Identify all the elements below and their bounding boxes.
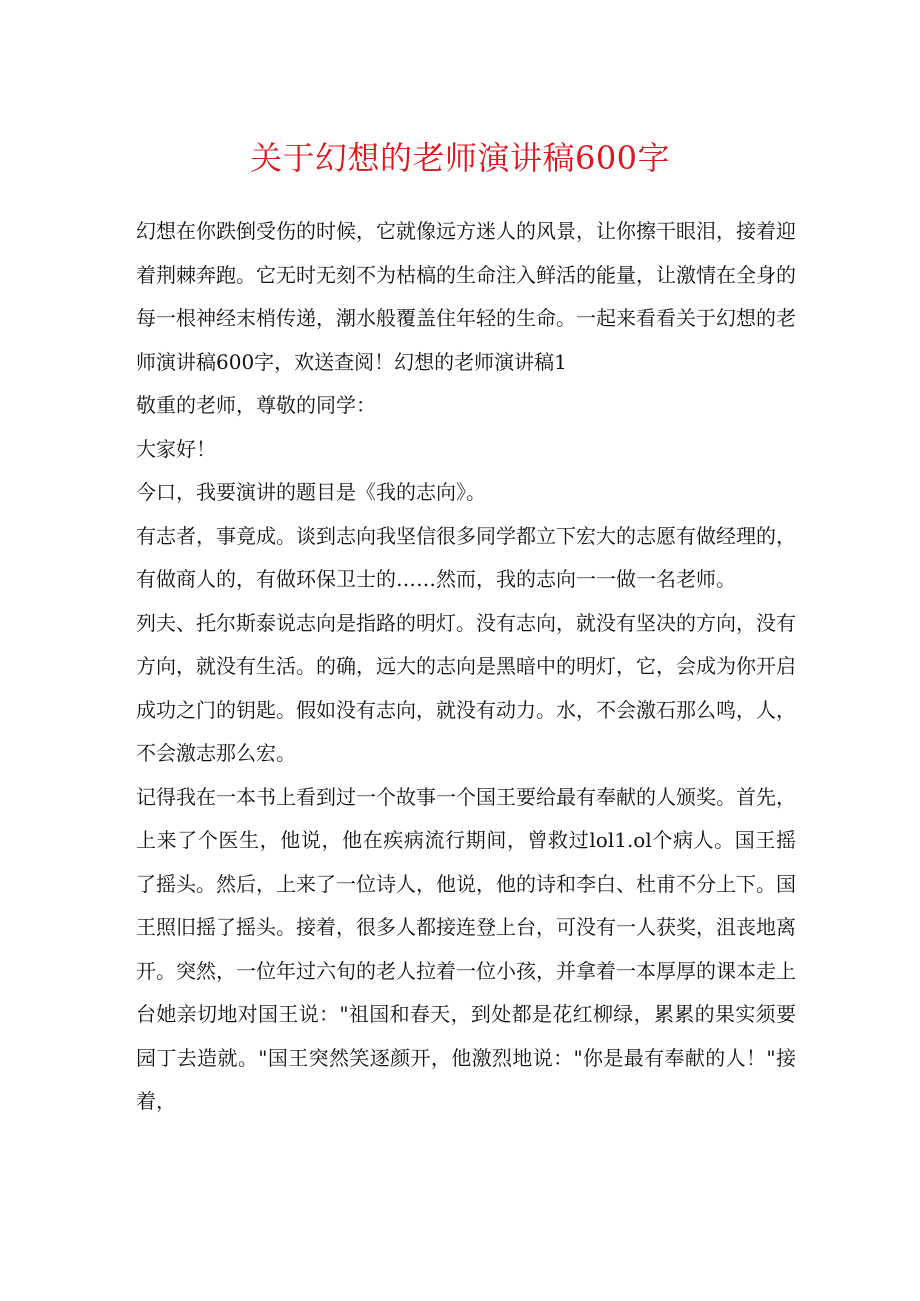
paragraph-greeting: 大家好！ [136,436,216,461]
paragraph-salutation: 敬重的老师，尊敬的同学： [136,393,376,417]
document-title: 关于幻想的老师演讲稿600字 [249,139,671,177]
paragraph-ambition: 有志者，事竟成。谈到志向我坚信很多同学都立下宏大的志愿有做经理的，有做商人的，有做环保卫士的……然而，我的志向一一做一名老师。 [136,523,796,591]
paragraph-tolstoy: 列夫、托尔斯泰说志向是指路的明灯。没有志向，就没有坚决的方向，没有方向，就没有生活。的确，远大的志向是黑暗中的明灯，它，会成为你开启成功之门的钥匙。假如没有志向，就没有动力。水，不会激石那么鸣，人，不会激志那么宏。 [136,610,796,765]
document-body [136,210,796,1124]
paragraph-intro: 幻想在你跌倒受伤的时候，它就像远方迷人的风景，让你擦干眼泪，接着迎着荆棘奔跑。它无时无刻不为枯槁的生命注入鲜活的能量，让激情在全身的每一根神经末梢传递，潮水般覆盖住年轻的生命。一起来看看关于幻想的老师演讲稿600字，欢送查阅！幻想的老师演讲稿1 [136,219,796,374]
paragraph-story: 记得我在一本书上看到过一个故事一个国王要给最有奉献的人颁奖。首先，上来了个医生，他说，他在疾病流行期间，曾救过lol1.ol个病人。国王摇了摇头。然后，上来了一位诗人，他说，他的诗和李白、杜甫不分上下。国王照旧摇了摇头。接着，很多人都接连登上台，可没有一人获奖，沮丧地离开。突然，一位年过六旬的老人拉着一位小孩，并拿着一本厚厚的课本走上台她亲切地对国王说："祖国和春天，到处都是花红柳绿，累累的果实须要园丁去造就。"国王突然笑逐颜开，他激烈地说："你是最有奉献的人！"接着， [136,784,796,1113]
paragraph-topic: 今口，我要演讲的题目是《我的志向》。 [136,480,486,504]
